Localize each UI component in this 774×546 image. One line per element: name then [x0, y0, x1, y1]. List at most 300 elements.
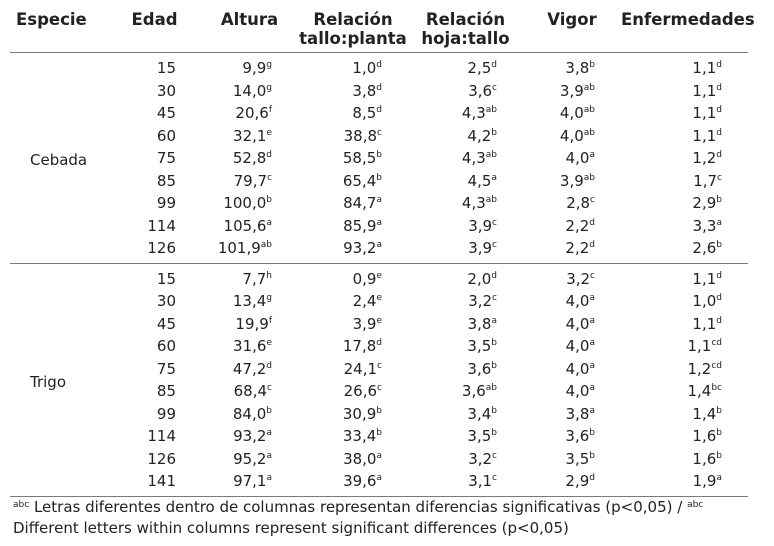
cell-altura — [201, 147, 298, 170]
cell-vigor-letter: a — [589, 360, 595, 371]
cell-enfermedades — [621, 192, 748, 215]
cell-edad — [108, 237, 201, 263]
header-relacion-tallo-planta — [298, 6, 408, 53]
cell-altura-letter: c — [267, 172, 272, 183]
cell-enfermedades — [621, 380, 748, 403]
cell-tallo-planta — [298, 380, 408, 403]
cell-altura-letter: e — [266, 338, 272, 349]
cell-edad-value: 30 — [156, 292, 176, 311]
cell-tallo-planta — [298, 263, 408, 290]
cell-hoja-tallo-letter: c — [492, 240, 497, 251]
cell-enfermedades-value: 1,1 — [687, 337, 712, 356]
cell-hoja-tallo — [408, 313, 523, 336]
cell-tallo-planta-letter: b — [376, 150, 382, 161]
cell-tallo-planta — [298, 448, 408, 471]
header-relacion-hoja-tallo — [408, 6, 523, 53]
cell-enfermedades — [621, 237, 748, 263]
group-trigo — [10, 263, 748, 496]
cell-vigor-value: 3,9 — [559, 81, 584, 100]
cell-edad-value: 15 — [156, 269, 176, 288]
cell-tallo-planta-value: 38,0 — [343, 449, 377, 468]
cell-tallo-planta-value: 2,4 — [352, 292, 377, 311]
cell-enfermedades-letter: bc — [711, 383, 722, 394]
table-row — [10, 403, 748, 426]
cell-tallo-planta — [298, 313, 408, 336]
cell-vigor-letter: c — [590, 270, 595, 281]
cell-tallo-planta — [298, 125, 408, 148]
cell-tallo-planta-letter: b — [376, 428, 382, 439]
cell-hoja-tallo-letter: ab — [485, 150, 497, 161]
cell-altura — [201, 380, 298, 403]
cell-enfermedades-letter: d — [716, 293, 722, 304]
cell-edad-value: 126 — [147, 449, 176, 468]
cell-enfermedades-letter: d — [716, 315, 722, 326]
cell-vigor-value: 4,0 — [565, 359, 590, 378]
cell-edad-value: 99 — [156, 194, 176, 213]
footnote-sup-2: abc — [687, 500, 704, 510]
cell-enfermedades-letter: a — [716, 217, 722, 228]
cell-hoja-tallo — [408, 53, 523, 80]
cell-enfermedades-letter: d — [716, 150, 722, 161]
cell-enfermedades-value: 1,1 — [692, 81, 717, 100]
cell-tallo-planta-letter: c — [377, 383, 382, 394]
cell-vigor — [523, 53, 621, 80]
cell-altura-value: 101,9 — [217, 239, 261, 258]
cell-edad-value: 60 — [156, 337, 176, 356]
cell-altura-letter: g — [266, 82, 272, 93]
cell-altura-letter: e — [266, 127, 272, 138]
cell-edad-value: 75 — [156, 149, 176, 168]
cell-tallo-planta-letter: d — [376, 82, 382, 93]
cell-tallo-planta-value: 93,2 — [343, 239, 377, 258]
cell-enfermedades-letter: cd — [711, 360, 722, 371]
header-relacion-tallo-planta-line2: tallo:planta — [299, 29, 407, 48]
cell-edad-value: 114 — [147, 427, 176, 446]
cell-tallo-planta-value: 84,7 — [343, 194, 377, 213]
cell-enfermedades-letter: d — [716, 270, 722, 281]
cell-tallo-planta — [298, 170, 408, 193]
cell-tallo-planta-value: 39,6 — [343, 472, 377, 491]
cell-hoja-tallo — [408, 448, 523, 471]
cell-tallo-planta-letter: a — [376, 195, 382, 206]
cell-tallo-planta-value: 65,4 — [342, 171, 377, 190]
cell-enfermedades-value: 1,1 — [692, 314, 717, 333]
cell-edad — [108, 470, 201, 496]
header-edad: Edad — [131, 10, 178, 29]
cell-enfermedades-letter: a — [716, 473, 722, 484]
cell-altura-letter: b — [266, 405, 272, 416]
cell-vigor-value: 2,2 — [565, 216, 590, 235]
cell-enfermedades — [621, 147, 748, 170]
cell-enfermedades-value: 1,2 — [692, 149, 717, 168]
cell-enfermedades-letter: d — [716, 127, 722, 138]
cell-vigor — [523, 102, 621, 125]
cell-enfermedades — [621, 80, 748, 103]
footnote-sup-1: abc — [13, 500, 30, 510]
cell-altura — [201, 80, 298, 103]
cell-vigor-letter: ab — [583, 105, 595, 116]
table-row — [10, 53, 748, 80]
cell-vigor-value: 4,0 — [559, 104, 584, 123]
cell-hoja-tallo-value: 4,2 — [467, 126, 492, 145]
cell-tallo-planta-letter: e — [376, 293, 382, 304]
cell-tallo-planta-value: 30,9 — [342, 404, 377, 423]
cell-enfermedades — [621, 313, 748, 336]
cell-hoja-tallo-value: 4,3 — [461, 149, 486, 168]
cell-vigor-value: 3,5 — [565, 449, 590, 468]
cell-hoja-tallo-letter: b — [491, 127, 497, 138]
cell-enfermedades-letter: b — [716, 428, 722, 439]
cell-hoja-tallo-letter: ab — [485, 383, 497, 394]
cell-hoja-tallo — [408, 192, 523, 215]
header-relacion-tallo-planta-line1: Relación — [313, 10, 393, 29]
table-row — [10, 425, 748, 448]
cell-edad — [108, 425, 201, 448]
cell-altura-letter: a — [266, 473, 272, 484]
footnote-text-2: Different letters within columns represent significant differences (p<0,05) — [13, 519, 569, 537]
cell-edad — [108, 335, 201, 358]
cell-hoja-tallo-value: 4,5 — [467, 171, 492, 190]
cell-tallo-planta-letter: a — [376, 240, 382, 251]
cell-vigor-value: 2,8 — [566, 194, 591, 213]
cell-edad — [108, 192, 201, 215]
footnote — [13, 497, 763, 539]
cell-enfermedades — [621, 425, 748, 448]
cell-vigor — [523, 403, 621, 426]
footnote-text-1: Letras diferentes dentro de columnas representan diferencias significativas (p<0,05) / — [29, 498, 688, 516]
cell-edad — [108, 102, 201, 125]
cell-enfermedades-value: 1,1 — [692, 126, 717, 145]
cell-hoja-tallo-value: 3,5 — [467, 427, 492, 446]
cell-vigor-value: 3,8 — [565, 404, 590, 423]
cell-altura-value: 31,6 — [233, 337, 267, 356]
header-altura: Altura — [220, 10, 279, 29]
cell-tallo-planta-value: 58,5 — [342, 149, 377, 168]
cell-enfermedades-letter: cd — [711, 338, 722, 349]
cell-hoja-tallo — [408, 470, 523, 496]
cell-vigor — [523, 335, 621, 358]
cell-enfermedades — [621, 358, 748, 381]
cell-enfermedades — [621, 290, 748, 313]
cell-enfermedades-value: 1,2 — [687, 359, 712, 378]
group-cebada — [10, 53, 748, 264]
cell-tallo-planta — [298, 147, 408, 170]
cell-enfermedades — [621, 263, 748, 290]
cell-tallo-planta-letter: a — [376, 473, 382, 484]
cell-tallo-planta-letter: e — [376, 315, 382, 326]
cell-tallo-planta — [298, 192, 408, 215]
cell-vigor-letter: b — [589, 428, 595, 439]
cell-hoja-tallo-value: 3,9 — [468, 239, 493, 258]
cell-hoja-tallo-letter: b — [491, 428, 497, 439]
header-enfermedades: Enfermedades — [621, 10, 755, 29]
cell-hoja-tallo — [408, 147, 523, 170]
cell-altura-value: 14,0 — [232, 81, 267, 100]
cell-vigor-letter: a — [589, 338, 595, 349]
cell-vigor-value: 4,0 — [565, 337, 590, 356]
cell-altura-letter: a — [266, 428, 272, 439]
cell-enfermedades-value: 1,1 — [692, 104, 717, 123]
header-relacion-hoja-tallo-line2: hoja:tallo — [421, 29, 510, 48]
cell-altura-value: 79,7 — [233, 171, 268, 190]
cell-altura — [201, 170, 298, 193]
cell-vigor-value: 4,0 — [565, 292, 590, 311]
cell-edad-value: 45 — [156, 314, 176, 333]
cell-vigor-letter: a — [589, 293, 595, 304]
cell-tallo-planta-value: 33,4 — [342, 427, 377, 446]
results-table — [10, 6, 755, 497]
cell-hoja-tallo-value: 3,6 — [467, 359, 492, 378]
cell-altura-letter: f — [268, 105, 272, 116]
cell-vigor — [523, 237, 621, 263]
cell-tallo-planta-letter: e — [376, 270, 382, 281]
header-relacion-hoja-tallo-line1: Relación — [425, 10, 506, 29]
cell-edad — [108, 380, 201, 403]
cell-vigor — [523, 425, 621, 448]
cell-hoja-tallo-letter: b — [491, 338, 497, 349]
cell-altura-letter: c — [267, 383, 272, 394]
cell-vigor — [523, 263, 621, 290]
cell-vigor-letter: a — [589, 315, 595, 326]
cell-edad-value: 85 — [156, 382, 176, 401]
cell-tallo-planta — [298, 53, 408, 80]
cell-vigor-letter: d — [589, 217, 595, 228]
cell-altura-value: 52,8 — [232, 149, 267, 168]
cell-vigor — [523, 170, 621, 193]
cell-altura-value: 47,2 — [232, 359, 267, 378]
cell-hoja-tallo-letter: ab — [485, 105, 497, 116]
cell-hoja-tallo-letter: a — [491, 172, 497, 183]
cell-altura-value: 68,4 — [233, 382, 268, 401]
cell-vigor — [523, 448, 621, 471]
cell-vigor-value: 4,0 — [565, 149, 590, 168]
cell-edad — [108, 125, 201, 148]
cell-altura-letter: ab — [260, 240, 272, 251]
cell-altura-letter: f — [268, 315, 272, 326]
table-row — [10, 237, 748, 263]
cell-edad-value: 45 — [156, 104, 176, 123]
cell-altura-value: 7,7 — [242, 269, 267, 288]
cell-hoja-tallo — [408, 263, 523, 290]
cell-altura-value: 100,0 — [223, 194, 267, 213]
cell-edad-value: 30 — [156, 81, 176, 100]
cell-altura — [201, 290, 298, 313]
table-row — [10, 290, 748, 313]
cell-altura — [201, 470, 298, 496]
cell-hoja-tallo-letter: b — [491, 405, 497, 416]
cell-enfermedades-value: 1,9 — [692, 472, 717, 491]
cell-tallo-planta-value: 26,6 — [343, 382, 378, 401]
cell-hoja-tallo-letter: c — [492, 217, 497, 228]
cell-altura — [201, 263, 298, 290]
cell-altura-value: 20,6 — [235, 104, 269, 123]
table-row — [10, 80, 748, 103]
cell-tallo-planta — [298, 290, 408, 313]
cell-hoja-tallo — [408, 335, 523, 358]
cell-tallo-planta-letter: b — [376, 405, 382, 416]
cell-altura — [201, 358, 298, 381]
cell-vigor — [523, 215, 621, 238]
table-row — [10, 358, 748, 381]
cell-vigor-letter: ab — [583, 82, 595, 93]
cell-hoja-tallo-value: 3,6 — [468, 81, 493, 100]
cell-altura-letter: d — [266, 360, 272, 371]
cell-edad — [108, 448, 201, 471]
cell-altura-letter: g — [266, 293, 272, 304]
cell-enfermedades-value: 2,6 — [692, 239, 717, 258]
cell-enfermedades-value: 3,3 — [692, 216, 717, 235]
cell-hoja-tallo-value: 4,3 — [461, 104, 486, 123]
cell-vigor-value: 3,9 — [559, 171, 584, 190]
cell-tallo-planta — [298, 403, 408, 426]
cell-hoja-tallo-letter: c — [492, 450, 497, 461]
cell-edad — [108, 147, 201, 170]
cell-hoja-tallo-value: 3,1 — [468, 472, 493, 491]
cell-tallo-planta-letter: d — [376, 338, 382, 349]
cell-enfermedades-letter: b — [716, 195, 722, 206]
cell-enfermedades-letter: d — [716, 60, 722, 71]
cell-altura-value: 19,9 — [235, 314, 269, 333]
species-cell: Cebada — [30, 150, 88, 169]
cell-altura-value: 13,4 — [232, 292, 267, 311]
cell-tallo-planta-value: 3,8 — [352, 81, 377, 100]
cell-enfermedades-letter: b — [716, 405, 722, 416]
cell-vigor — [523, 358, 621, 381]
cell-tallo-planta — [298, 470, 408, 496]
cell-hoja-tallo-value: 3,5 — [467, 337, 492, 356]
table-row — [10, 125, 748, 148]
cell-altura — [201, 237, 298, 263]
cell-altura-value: 95,2 — [233, 449, 267, 468]
cell-tallo-planta-value: 38,8 — [343, 126, 378, 145]
table-row — [10, 170, 748, 193]
cell-hoja-tallo-value: 2,0 — [467, 269, 492, 288]
cell-vigor-letter: ab — [583, 127, 595, 138]
cell-vigor-letter: b — [589, 450, 595, 461]
cell-hoja-tallo-value: 2,5 — [467, 59, 492, 78]
cell-vigor-value: 3,6 — [565, 427, 590, 446]
cell-hoja-tallo — [408, 170, 523, 193]
cell-vigor-letter: a — [589, 150, 595, 161]
cell-altura-letter: h — [266, 270, 272, 281]
cell-hoja-tallo — [408, 358, 523, 381]
cell-altura-letter: a — [266, 450, 272, 461]
cell-tallo-planta-value: 17,8 — [342, 337, 377, 356]
cell-hoja-tallo — [408, 425, 523, 448]
cell-tallo-planta-letter: c — [377, 360, 382, 371]
cell-tallo-planta-letter: a — [376, 450, 382, 461]
cell-enfermedades — [621, 170, 748, 193]
cell-enfermedades — [621, 53, 748, 80]
cell-hoja-tallo-value: 3,2 — [468, 292, 493, 311]
cell-altura-letter: d — [266, 150, 272, 161]
cell-tallo-planta — [298, 215, 408, 238]
cell-enfermedades-value: 1,6 — [692, 427, 717, 446]
cell-hoja-tallo-value: 3,2 — [468, 449, 493, 468]
cell-hoja-tallo — [408, 290, 523, 313]
cell-enfermedades — [621, 125, 748, 148]
table-row — [10, 380, 748, 403]
cell-enfermedades-value: 1,4 — [687, 382, 712, 401]
cell-tallo-planta-value: 1,0 — [352, 59, 377, 78]
cell-tallo-planta-value: 3,9 — [352, 314, 377, 333]
cell-altura — [201, 125, 298, 148]
cell-edad-value: 60 — [156, 126, 176, 145]
cell-hoja-tallo — [408, 237, 523, 263]
cell-enfermedades-letter: c — [717, 172, 722, 183]
cell-enfermedades-letter: d — [716, 105, 722, 116]
cell-altura — [201, 403, 298, 426]
cell-enfermedades-letter: b — [716, 240, 722, 251]
cell-vigor-value: 3,2 — [566, 269, 591, 288]
cell-tallo-planta — [298, 102, 408, 125]
cell-enfermedades-value: 2,9 — [692, 194, 717, 213]
table-row — [10, 313, 748, 336]
cell-hoja-tallo — [408, 403, 523, 426]
cell-vigor — [523, 125, 621, 148]
cell-hoja-tallo-letter: d — [491, 270, 497, 281]
cell-altura — [201, 425, 298, 448]
cell-enfermedades-value: 1,0 — [692, 292, 717, 311]
cell-hoja-tallo-letter: c — [492, 293, 497, 304]
cell-tallo-planta — [298, 425, 408, 448]
cell-enfermedades-value: 1,4 — [692, 404, 717, 423]
cell-vigor-letter: a — [589, 383, 595, 394]
cell-tallo-planta — [298, 80, 408, 103]
cell-hoja-tallo-letter: c — [492, 82, 497, 93]
cell-vigor-letter: a — [589, 405, 595, 416]
cell-edad-value: 126 — [147, 239, 176, 258]
cell-tallo-planta — [298, 237, 408, 263]
cell-edad — [108, 263, 201, 290]
cell-vigor — [523, 80, 621, 103]
cell-tallo-planta-letter: c — [377, 127, 382, 138]
cell-altura — [201, 192, 298, 215]
cell-enfermedades-value: 1,7 — [693, 171, 718, 190]
cell-vigor-letter: b — [589, 60, 595, 71]
cell-hoja-tallo — [408, 102, 523, 125]
cell-edad-value: 114 — [147, 216, 176, 235]
cell-edad — [108, 215, 201, 238]
species-cell: Trigo — [30, 372, 66, 391]
cell-altura-value: 9,9 — [242, 59, 267, 78]
cell-enfermedades — [621, 102, 748, 125]
cell-enfermedades — [621, 215, 748, 238]
cell-enfermedades-letter: d — [716, 82, 722, 93]
cell-hoja-tallo-value: 4,3 — [461, 194, 486, 213]
cell-vigor-value: 4,0 — [565, 382, 590, 401]
cell-edad-value: 75 — [156, 359, 176, 378]
cell-tallo-planta-value: 85,9 — [343, 216, 377, 235]
cell-tallo-planta-letter: d — [376, 60, 382, 71]
table-row — [10, 147, 748, 170]
cell-vigor-letter: c — [590, 195, 595, 206]
cell-vigor — [523, 380, 621, 403]
cell-hoja-tallo-letter: b — [491, 360, 497, 371]
cell-enfermedades — [621, 448, 748, 471]
cell-altura-letter: g — [266, 60, 272, 71]
cell-edad — [108, 80, 201, 103]
table-row — [10, 335, 748, 358]
cell-vigor-value: 2,9 — [565, 472, 590, 491]
cell-vigor-letter: d — [589, 240, 595, 251]
cell-altura — [201, 335, 298, 358]
table-header — [10, 6, 755, 53]
cell-altura-value: 32,1 — [233, 126, 267, 145]
cell-vigor — [523, 147, 621, 170]
cell-tallo-planta-letter: b — [376, 172, 382, 183]
cell-vigor — [523, 192, 621, 215]
